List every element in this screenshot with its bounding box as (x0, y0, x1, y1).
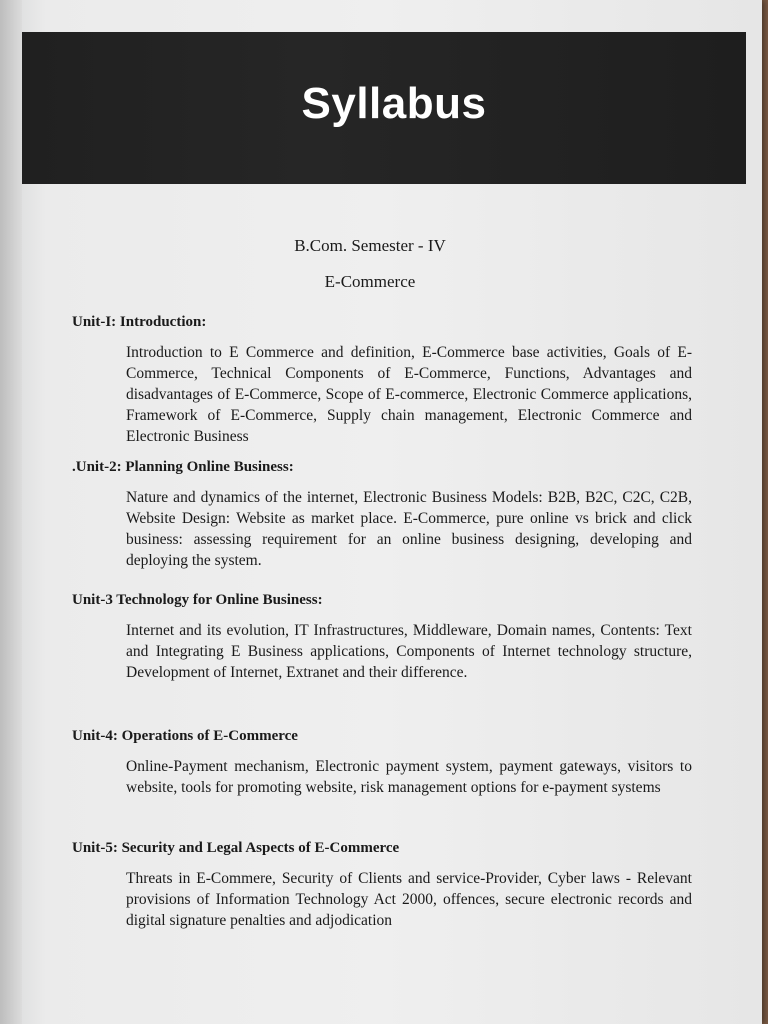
unit-heading: Unit-4: Operations of E-Commerce (72, 728, 298, 744)
unit-body: Online-Payment mechanism, Electronic payment system, payment gateways, visitors to website, tools for promoting website, risk management options for e-payment systems (126, 758, 692, 796)
course-semester: B.Com. Semester - IV (294, 236, 446, 255)
unit-4 (72, 726, 692, 798)
unit-body: Threats in E-Commere, Security of Clients and service-Provider, Cyber laws - Relevant provisions of Information Technology Act 2000, offences, secure electronic records and digital signature penalties and adjodication (126, 870, 692, 929)
unit-body: Introduction to E Commerce and definition, E-Commerce base activities, Goals of E-Commerce, Technical Components of E-Commerce, Functions, Advantages and disadvantages of E-Commerce, Scope of E-commerce, Electronic Commerce applications, Framework of E-Commerce, Supply chain management, Electronic Commerce and Electronic Business (126, 344, 692, 445)
unit-1 (72, 312, 692, 447)
unit-heading: Unit-I: Introduction: (72, 314, 207, 330)
unit-body: Nature and dynamics of the internet, Electronic Business Models: B2B, B2C, C2C, C2B, Website Design: Website as market place. E-Commerce, pure online vs brick and click business: assessing requirement for an online business designing, developing and deploying the system. (126, 489, 692, 569)
unit-heading: .Unit-2: Planning Online Business: (72, 459, 294, 475)
unit-body: Internet and its evolution, IT Infrastructures, Middleware, Domain names, Contents: Text and Integrating E Business applications, Components of Internet technology structure, Development of Internet, Extranet and their difference. (126, 622, 692, 681)
page-binding-edge (0, 0, 22, 1024)
unit-3 (72, 590, 692, 683)
page-title: Syllabus (301, 79, 487, 128)
course-subject: E-Commerce (324, 272, 416, 291)
unit-heading: Unit-5: Security and Legal Aspects of E-Commerce (72, 840, 400, 856)
unit-5 (72, 838, 692, 931)
title-banner (22, 32, 746, 184)
unit-heading: Unit-3 Technology for Online Business: (72, 592, 323, 608)
unit-2 (72, 457, 692, 571)
